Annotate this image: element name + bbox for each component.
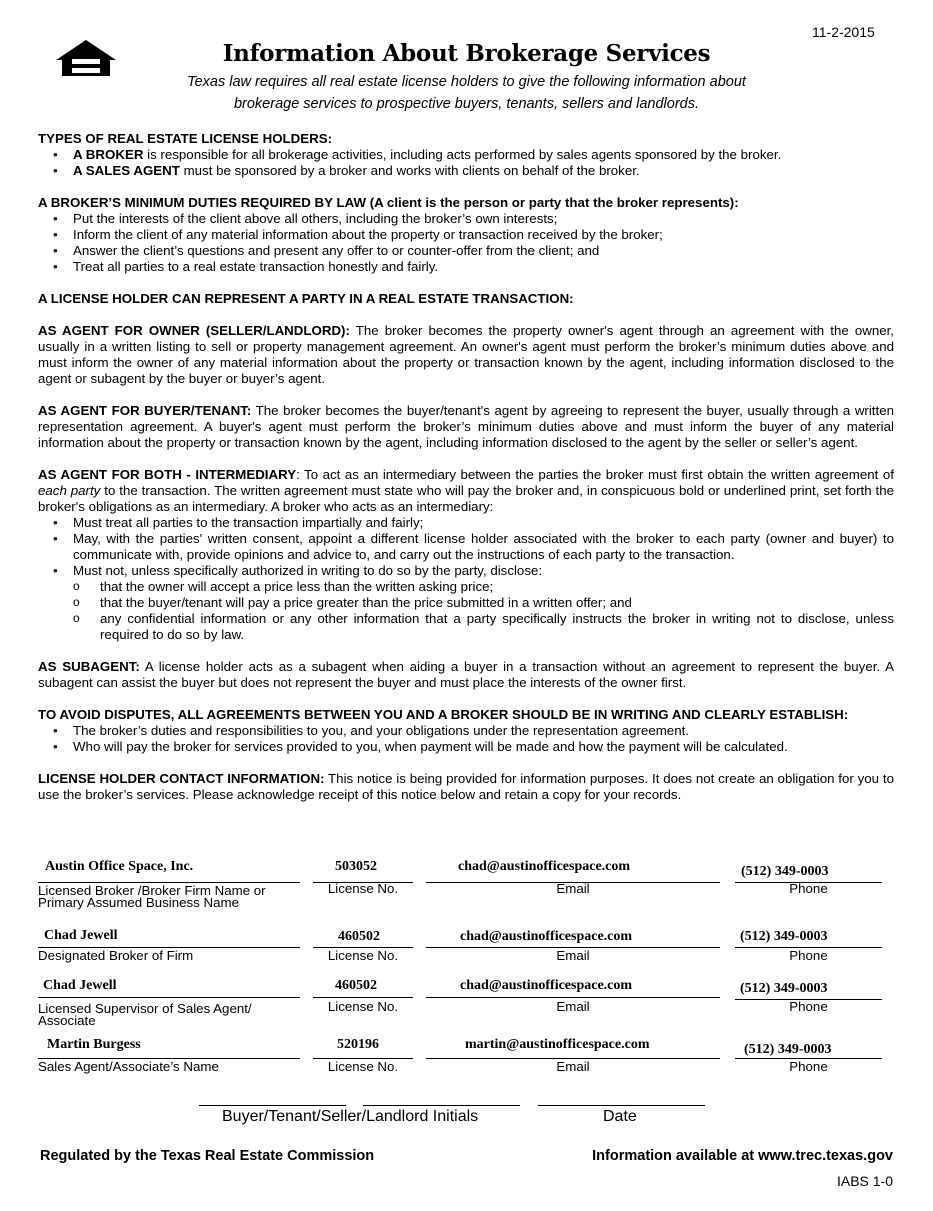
field-caption: Phone	[789, 881, 828, 896]
section-heading: AS SUBAGENT:	[38, 659, 140, 674]
license-number[interactable]: 520196	[337, 1037, 379, 1052]
field-caption: Email	[556, 948, 590, 963]
subtitle-line-2: brokerage services to prospective buyers, tenants, sellers and landlords.	[233, 96, 700, 112]
section-text: The broker becomes the buyer/tenant's agent by agreeing to represent the buyer, usually through a written representation agreement. A buyer's agent must perform the broker’s minimum duties above and must inform the buyer of any material information about the property or transaction known by the agent, including information disclosed to the agent by the seller or seller’s agent.	[38, 403, 894, 450]
buyer-initials-line[interactable]	[199, 1105, 346, 1106]
list-item	[73, 563, 894, 643]
list-item: • Inform the client of any material information about the property or transaction received by the broker;	[73, 227, 894, 243]
definition: must be sponsored by a broker and works with clients on behalf of the broker.	[179, 163, 640, 178]
field-caption: Email	[556, 999, 590, 1014]
term: A SALES AGENT	[73, 163, 180, 178]
sub-list-item: o that the owner will accept a price less than the written asking price;	[100, 579, 894, 595]
field-caption: License No.	[327, 881, 399, 896]
section-text: to the transaction. The written agreement must state who will pay the broker and, in conspicuous bold or underlined print, set forth the broker's obligations as an intermediary. A broker who acts as an intermediary:	[38, 483, 894, 514]
section-heading: AS AGENT FOR BUYER/TENANT:	[38, 403, 252, 418]
email-value[interactable]: chad@austinofficespace.com	[460, 978, 633, 993]
agent-buyer-section	[38, 403, 894, 451]
revision-date: 11-2-2015	[812, 24, 875, 40]
signature-line	[313, 997, 413, 998]
phone-value[interactable]: (512) 349-0003	[740, 981, 828, 996]
notice-body	[38, 131, 894, 819]
phone-value[interactable]: (512) 349-0003	[740, 929, 828, 944]
list-item: • Who will pay the broker for services provided to you, when payment will be made and how the payment will be calculated.	[73, 739, 894, 755]
subtitle-line-1: Texas law requires all real estate license holders to give the following information about	[187, 74, 746, 90]
field-caption: Phone	[789, 1059, 828, 1074]
license-number[interactable]: 503052	[335, 859, 377, 874]
section-heading: TO AVOID DISPUTES, ALL AGREEMENTS BETWEEN YOU AND A BROKER SHOULD BE IN WRITING AND CLEARLY ESTABLISH:	[38, 707, 849, 722]
field-caption: Licensed Broker /Broker Firm Name or Primary Assumed Business Name	[38, 883, 266, 910]
email-value[interactable]: martin@austinofficespace.com	[465, 1037, 650, 1052]
sub-list-item: o any confidential information or any other information that a party specifically instructs the broker in writing not to disclose, unless required to do so by law.	[100, 611, 894, 643]
field-caption: Phone	[789, 999, 828, 1014]
signature-line	[426, 997, 720, 998]
subagent-section	[38, 659, 894, 691]
designated-broker-name[interactable]: Chad Jewell	[44, 928, 118, 943]
broker-firm-name[interactable]: Austin Office Space, Inc.	[45, 859, 194, 874]
signature-line	[38, 997, 300, 998]
list-item: • Answer the client’s questions and present any offer to or counter-offer from the client; and	[73, 243, 894, 259]
list-item	[73, 163, 894, 179]
represent-heading: A LICENSE HOLDER CAN REPRESENT A PARTY IN A REAL ESTATE TRANSACTION:	[38, 291, 574, 306]
types-section	[38, 131, 894, 179]
intermediary-section	[38, 467, 894, 643]
list-item: • The broker’s duties and responsibilities to you, and your obligations under the representation agreement.	[73, 723, 894, 739]
field-caption: Sales Agent/Associate’s Name	[38, 1059, 219, 1074]
section-text: A license holder acts as a subagent when aiding a buyer in a transaction without an agreement to represent the buyer. A subagent can assist the buyer but does not represent the buyer and must place the interests of the owner first.	[38, 659, 894, 690]
field-caption: License No.	[327, 948, 399, 963]
email-value[interactable]: chad@austinofficespace.com	[460, 929, 633, 944]
field-caption: Designated Broker of Firm	[38, 948, 194, 963]
section-heading: A BROKER’S MINIMUM DUTIES REQUIRED BY LAW (A client is the person or party that the broker represents):	[38, 195, 739, 210]
list-item: • May, with the parties' written consent, appoint a different license holder associated with the broker to each party (owner and buyer) to communicate with, provide opinions and advice to, and carry out the instructions of each party to the transaction.	[73, 531, 894, 563]
page-subtitle	[150, 71, 783, 115]
agent-owner-section	[38, 323, 894, 387]
section-heading: TYPES OF REAL ESTATE LICENSE HOLDERS:	[38, 131, 333, 146]
duties-section	[38, 195, 894, 275]
definition: is responsible for all brokerage activities, including acts performed by sales agents sponsored by the broker.	[143, 147, 782, 162]
email-value[interactable]: chad@austinofficespace.com	[458, 859, 631, 874]
section-text: : To act as an intermediary between the parties the broker must first obtain the written agreement of	[296, 467, 894, 482]
field-caption: License No.	[327, 999, 399, 1014]
info-link[interactable]: Information available at www.trec.texas.gov	[592, 1148, 893, 1164]
seller-initials-line[interactable]	[363, 1105, 520, 1106]
initials-label: Buyer/Tenant/Seller/Landlord Initials	[222, 1108, 479, 1125]
field-caption: Phone	[789, 948, 828, 963]
list-item: • Put the interests of the client above all others, including the broker’s own interests;	[73, 211, 894, 227]
sales-agent-name[interactable]: Martin Burgess	[47, 1037, 141, 1052]
term: A BROKER	[73, 147, 144, 162]
license-number[interactable]: 460502	[335, 978, 377, 993]
section-text: The broker becomes the property owner's agent through an agreement with the owner, usually in a written listing to sell or property management agreement. An owner's agent must perform the broker’s minimum duties above and must inform the owner of any material information about the property or transaction known by the agent, including information disclosed to the agent or subagent by the buyer or buyer’s agent.	[38, 323, 894, 386]
section-heading: AS AGENT FOR BOTH - INTERMEDIARY	[38, 467, 297, 482]
phone-value[interactable]: (512) 349-0003	[741, 864, 829, 879]
date-line[interactable]	[538, 1105, 705, 1106]
license-number[interactable]: 460502	[338, 929, 380, 944]
contact-section	[38, 771, 894, 803]
section-heading: LICENSE HOLDER CONTACT INFORMATION:	[38, 771, 325, 786]
field-caption: Licensed Supervisor of Sales Agent/ Associate	[38, 1001, 252, 1028]
sub-list-item: o that the buyer/tenant will pay a price greater than the price submitted in a written offer; and	[100, 595, 894, 611]
phone-value[interactable]: (512) 349-0003	[744, 1042, 832, 1057]
section-heading: AS AGENT FOR OWNER (SELLER/LANDLORD):	[38, 323, 350, 338]
list-item	[73, 147, 894, 163]
supervisor-name[interactable]: Chad Jewell	[43, 978, 117, 993]
field-caption: Email	[556, 881, 590, 896]
field-caption: Email	[556, 1059, 590, 1074]
disputes-section	[38, 707, 894, 755]
field-caption: License No.	[327, 1059, 399, 1074]
date-label: Date	[603, 1108, 637, 1125]
page-title: Information About Brokerage Services	[222, 40, 711, 67]
list-item: • Must treat all parties to the transaction impartially and fairly;	[73, 515, 894, 531]
regulator-note: Regulated by the Texas Real Estate Commission	[40, 1148, 375, 1164]
section-text: This notice is being provided for information purposes. It does not create an obligation for you to use the broker’s services. Please acknowledge receipt of this notice below and retain a copy for your records.	[38, 771, 894, 802]
item-text: Must not, unless specifically authorized in writing to do so by the party, disclose:	[73, 563, 543, 578]
list-item: • Treat all parties to a real estate transaction honestly and fairly.	[73, 259, 894, 275]
emphasis: each party	[38, 483, 101, 498]
form-id: IABS 1-0	[836, 1173, 893, 1189]
